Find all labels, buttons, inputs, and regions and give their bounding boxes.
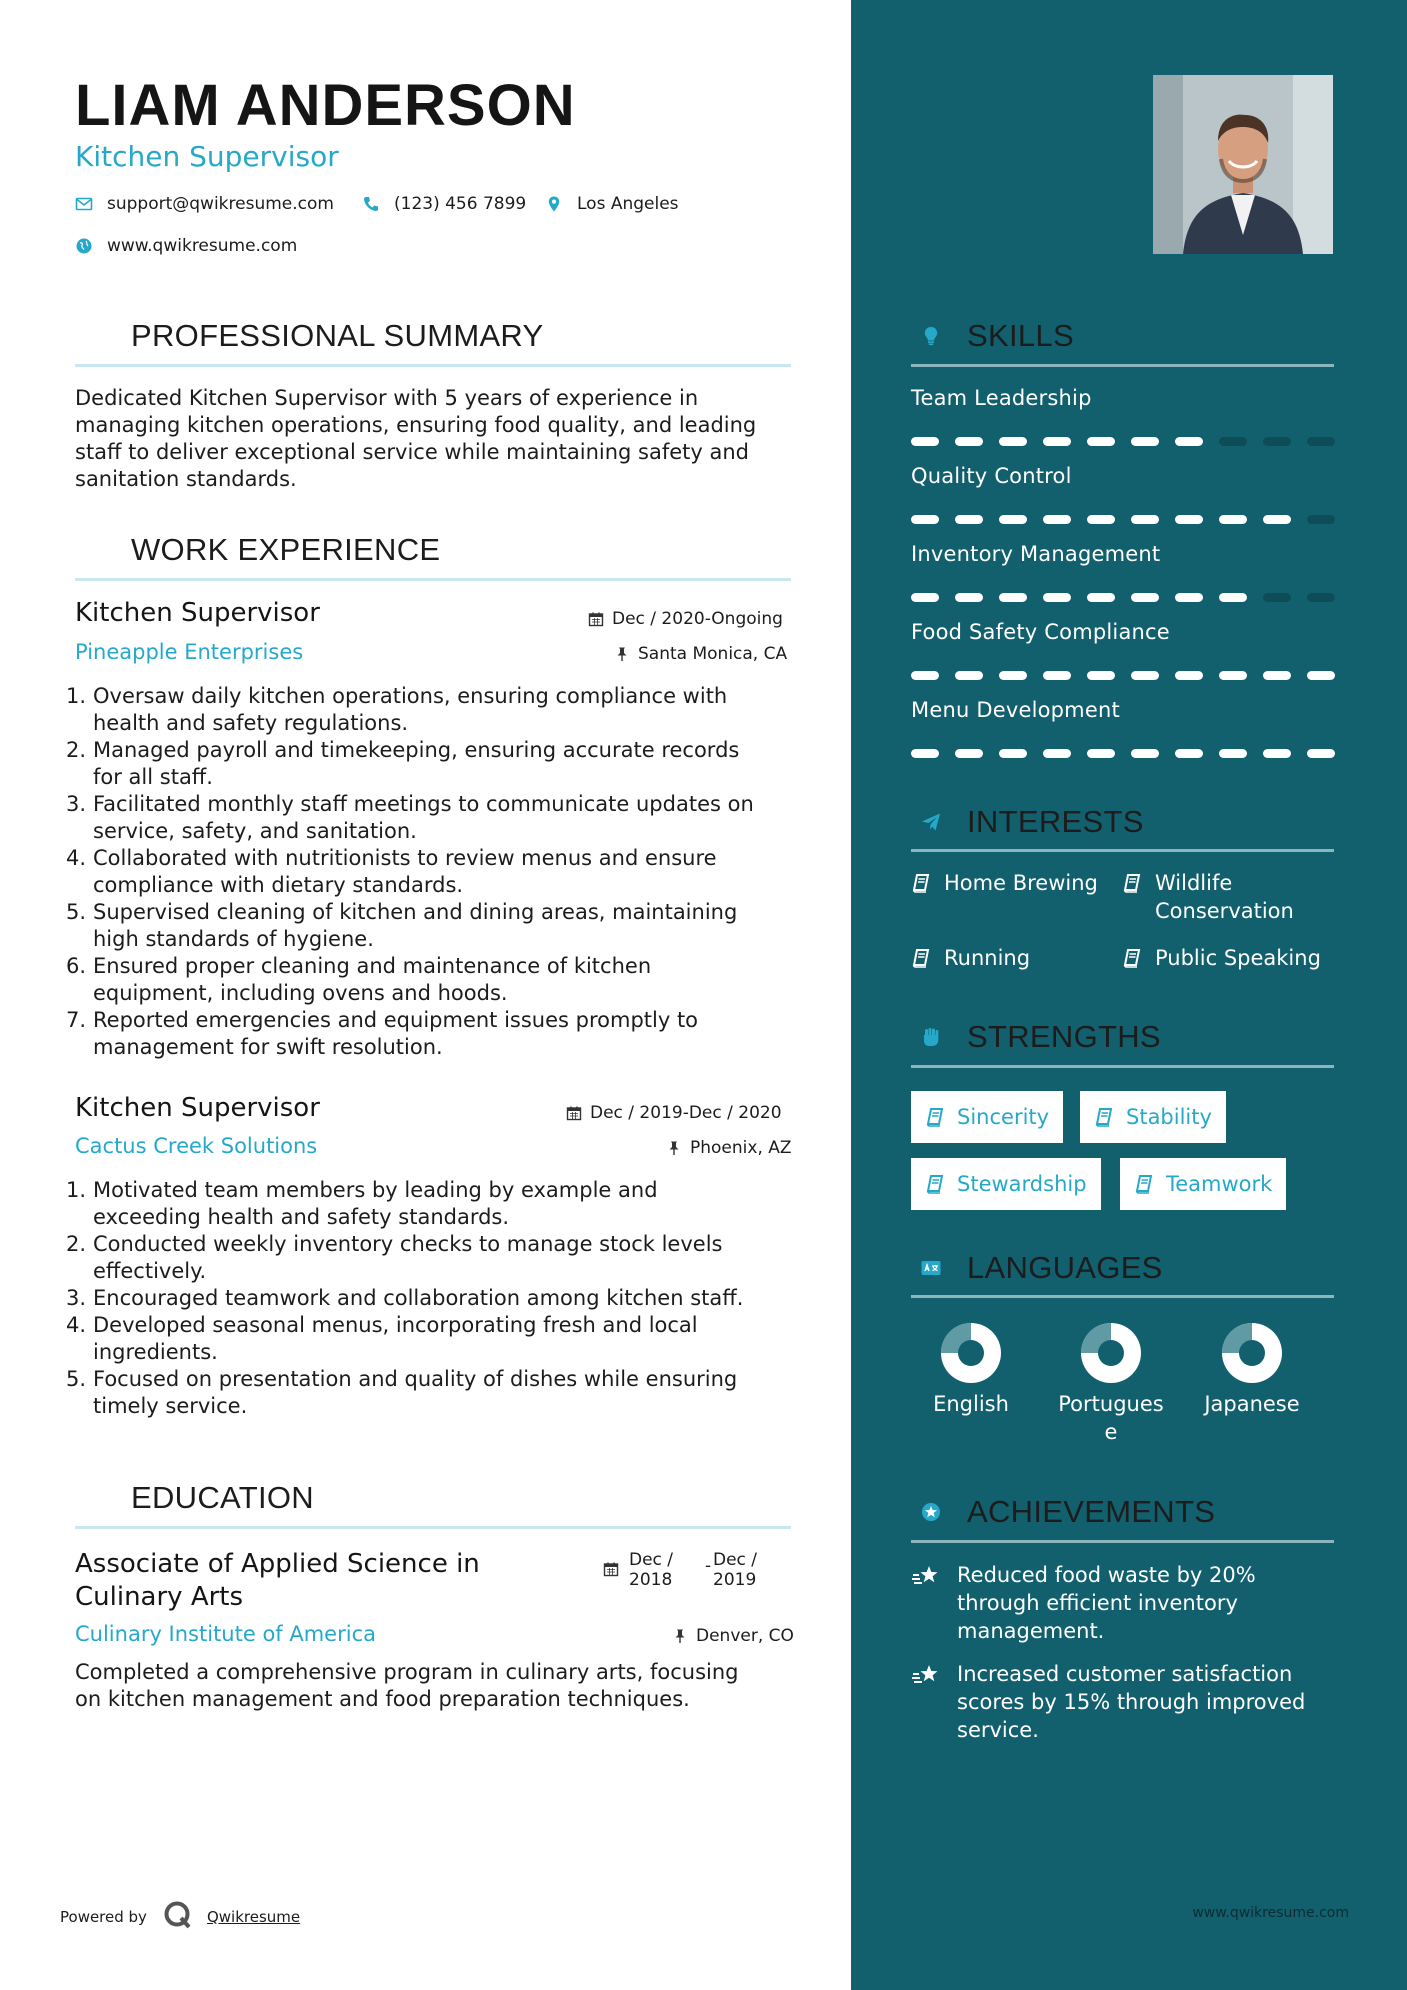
language-level-ring bbox=[1078, 1320, 1144, 1386]
skill-dash-filled bbox=[1087, 671, 1115, 680]
paper-plane-icon bbox=[911, 802, 951, 842]
skill-dash-filled bbox=[1263, 671, 1291, 680]
skill-dash-filled bbox=[911, 593, 939, 602]
skill-dash-filled bbox=[999, 437, 1027, 446]
list-item: 6. Ensured proper cleaning and maintenance of kitchen equipment, including ovens and hoods. bbox=[66, 954, 652, 1005]
education-description: Completed a comprehensive program in culinary arts, focusing on kitchen management and food preparation techniques. bbox=[75, 1660, 739, 1711]
section-title: WORK EXPERIENCE bbox=[131, 532, 441, 567]
footer-website[interactable]: www.qwikresume.com bbox=[1192, 1905, 1349, 1921]
language-item: English bbox=[911, 1320, 1031, 1418]
list-item: 5. Supervised cleaning of kitchen and dining areas, maintaining high standards of hygiene. bbox=[66, 900, 738, 951]
company-name: Pineapple Enterprises bbox=[75, 640, 304, 664]
book-icon bbox=[911, 873, 931, 893]
section-divider bbox=[75, 578, 791, 581]
skill-dash-filled bbox=[1043, 515, 1071, 524]
job-duties-list bbox=[66, 683, 796, 1061]
phone-text: (123) 456 7899 bbox=[394, 194, 527, 214]
language-level-ring bbox=[938, 1320, 1004, 1386]
school-name: Culinary Institute of America bbox=[75, 1622, 376, 1646]
skill-dash-filled bbox=[911, 749, 939, 758]
interest-item: Public Speaking bbox=[1122, 944, 1321, 972]
skill-dash-filled bbox=[1219, 593, 1247, 602]
book-icon bbox=[911, 948, 931, 968]
section-divider bbox=[911, 1295, 1334, 1298]
skill-dash-filled bbox=[1263, 749, 1291, 758]
envelope-icon bbox=[75, 195, 93, 213]
skill-name: Food Safety Compliance bbox=[911, 620, 1170, 644]
globe-icon bbox=[75, 237, 93, 255]
skill-dash-filled bbox=[955, 671, 983, 680]
skill-dash-filled bbox=[1307, 749, 1335, 758]
education-heading bbox=[75, 1478, 314, 1518]
skill-dash-filled bbox=[1175, 671, 1203, 680]
list-item: 5. Focused on presentation and quality of dishes while ensuring timely service. bbox=[66, 1367, 738, 1418]
job-duties-list bbox=[66, 1177, 796, 1420]
skill-name: Inventory Management bbox=[911, 542, 1161, 566]
languages-heading bbox=[911, 1248, 1163, 1288]
list-item: 3. Encouraged teamwork and collaboration among kitchen staff. bbox=[66, 1286, 744, 1310]
section-title: EDUCATION bbox=[131, 1480, 314, 1515]
skill-dash-empty bbox=[1307, 437, 1335, 446]
profile-photo bbox=[1153, 75, 1333, 254]
summary-text: Dedicated Kitchen Supervisor with 5 years of experience in managing kitchen operations, ensuring food quality, and leading staff to deliver exceptional service while maintaining safety and sanitation standards. bbox=[75, 386, 757, 491]
skill-dash-empty bbox=[1307, 515, 1335, 524]
contact-website bbox=[75, 236, 297, 256]
skill-dash-filled bbox=[1087, 749, 1115, 758]
calendar-icon bbox=[603, 1561, 619, 1577]
skill-dash-filled bbox=[1087, 515, 1115, 524]
skill-dash-filled bbox=[1175, 749, 1203, 758]
lightbulb-icon bbox=[911, 316, 951, 356]
skill-dash-filled bbox=[1307, 671, 1335, 680]
calendar-icon bbox=[588, 611, 604, 627]
skill-level-bar bbox=[911, 515, 1335, 524]
email-text[interactable]: support@qwikresume.com bbox=[107, 194, 334, 214]
book-icon bbox=[925, 1174, 945, 1194]
job-location: Santa Monica, CA bbox=[614, 644, 787, 664]
skill-dash-filled bbox=[999, 749, 1027, 758]
degree-title: Associate of Applied Science in Culinary Arts bbox=[75, 1549, 480, 1612]
user-icon bbox=[75, 316, 115, 356]
experience-heading bbox=[75, 530, 440, 570]
qwikresume-link[interactable]: Qwikresume bbox=[206, 1908, 301, 1926]
section-divider bbox=[911, 849, 1334, 852]
skill-dash-filled bbox=[1043, 671, 1071, 680]
section-title: ACHIEVEMENTS bbox=[967, 1494, 1216, 1529]
education-location: Denver, CO bbox=[672, 1626, 794, 1646]
language-ring-hole bbox=[1239, 1340, 1265, 1366]
list-item: 2. Conducted weekly inventory checks to manage stock levels effectively. bbox=[66, 1232, 723, 1283]
skill-dash-filled bbox=[955, 749, 983, 758]
interests-heading bbox=[911, 802, 1144, 842]
interest-item: Wildlife Conservation bbox=[1122, 869, 1294, 925]
job-dates: Dec / 2020-Ongoing bbox=[588, 609, 783, 629]
skill-dash-filled bbox=[1087, 593, 1115, 602]
section-divider bbox=[911, 1540, 1334, 1543]
skill-dash-filled bbox=[1131, 593, 1159, 602]
office-chair-icon bbox=[75, 530, 115, 570]
list-item: 2. Managed payroll and timekeeping, ensuring accurate records for all staff. bbox=[66, 738, 740, 789]
skill-dash-filled bbox=[911, 671, 939, 680]
skill-dash-filled bbox=[1131, 515, 1159, 524]
skill-dash-filled bbox=[955, 515, 983, 524]
skill-dash-filled bbox=[1175, 593, 1203, 602]
book-icon bbox=[925, 1107, 945, 1127]
book-icon bbox=[1122, 873, 1142, 893]
list-item: 3. Facilitated monthly staff meetings to communicate updates on service, safety, and sanitation. bbox=[66, 792, 754, 843]
skill-name: Menu Development bbox=[911, 698, 1120, 722]
strength-tag: Stewardship bbox=[911, 1158, 1101, 1210]
strength-tag: Teamwork bbox=[1120, 1158, 1286, 1210]
section-divider bbox=[911, 364, 1334, 367]
company-name: Cactus Creek Solutions bbox=[75, 1134, 318, 1158]
contact-location bbox=[545, 194, 679, 214]
list-item: 1. Motivated team members by leading by example and exceeding health and safety standards. bbox=[66, 1178, 658, 1229]
language-item: Japanese bbox=[1192, 1320, 1312, 1418]
skill-dash-filled bbox=[999, 593, 1027, 602]
section-title: INTERESTS bbox=[967, 804, 1144, 839]
shooting-star-icon bbox=[911, 1662, 941, 1690]
graduate-icon bbox=[75, 1478, 115, 1518]
skill-dash-empty bbox=[1263, 437, 1291, 446]
language-ring-hole bbox=[1098, 1340, 1124, 1366]
powered-by: Powered by Qwikresume bbox=[60, 1900, 300, 1934]
strength-tag: Stability bbox=[1080, 1091, 1226, 1143]
book-icon bbox=[1122, 948, 1142, 968]
strength-tag: Sincerity bbox=[911, 1091, 1063, 1143]
calendar-icon bbox=[566, 1105, 582, 1121]
achievement-item: Increased customer satisfaction scores by 15% through improved service. bbox=[911, 1660, 1305, 1744]
pushpin-icon bbox=[672, 1628, 688, 1644]
summary-heading bbox=[75, 316, 544, 356]
list-item: 4. Collaborated with nutritionists to review menus and ensure compliance with dietary standards. bbox=[66, 846, 717, 897]
skill-dash-filled bbox=[999, 671, 1027, 680]
skill-dash-filled bbox=[1043, 593, 1071, 602]
skill-level-bar bbox=[911, 437, 1335, 446]
language-item: Portugues e bbox=[1051, 1320, 1171, 1446]
skills-heading bbox=[911, 316, 1074, 356]
skill-dash-filled bbox=[999, 515, 1027, 524]
phone-icon bbox=[362, 195, 380, 213]
interest-item: Running bbox=[911, 944, 1030, 972]
skill-name: Team Leadership bbox=[911, 386, 1092, 410]
skill-dash-filled bbox=[1131, 749, 1159, 758]
skill-dash-filled bbox=[1263, 515, 1291, 524]
section-title: PROFESSIONAL SUMMARY bbox=[131, 318, 544, 353]
candidate-title: Kitchen Supervisor bbox=[75, 140, 339, 173]
list-item: 7. Reported emergencies and equipment issues promptly to management for swift resolution. bbox=[66, 1008, 699, 1059]
shooting-star-icon bbox=[911, 1563, 941, 1591]
job-title: Kitchen Supervisor bbox=[75, 598, 320, 628]
skill-dash-empty bbox=[1219, 437, 1247, 446]
section-title: SKILLS bbox=[967, 318, 1074, 353]
skill-dash-filled bbox=[1219, 671, 1247, 680]
candidate-name: LIAM ANDERSON bbox=[75, 73, 576, 138]
skill-dash-filled bbox=[1175, 515, 1203, 524]
contact-phone bbox=[362, 194, 526, 214]
star-badge-icon bbox=[911, 1492, 951, 1532]
qwikresume-logo-icon bbox=[163, 1900, 193, 1934]
skill-level-bar bbox=[911, 749, 1335, 758]
map-pin-icon bbox=[545, 195, 563, 213]
section-divider bbox=[911, 1065, 1334, 1068]
section-title: STRENGTHS bbox=[967, 1019, 1161, 1054]
job-title: Kitchen Supervisor bbox=[75, 1093, 320, 1123]
skill-dash-filled bbox=[1043, 437, 1071, 446]
achievement-item: Reduced food waste by 20% through efficient inventory management. bbox=[911, 1561, 1256, 1645]
contact-email bbox=[75, 194, 334, 214]
skill-dash-filled bbox=[955, 593, 983, 602]
interest-item: Home Brewing bbox=[911, 869, 1098, 897]
skill-dash-empty bbox=[1263, 593, 1291, 602]
section-title: LANGUAGES bbox=[967, 1250, 1163, 1285]
skill-name: Quality Control bbox=[911, 464, 1072, 488]
pushpin-icon bbox=[666, 1140, 682, 1156]
job-location: Phoenix, AZ bbox=[666, 1138, 792, 1158]
skill-level-bar bbox=[911, 593, 1335, 602]
skill-dash-filled bbox=[911, 437, 939, 446]
section-divider bbox=[75, 1526, 791, 1529]
language-card-icon bbox=[911, 1248, 951, 1288]
language-ring-hole bbox=[958, 1340, 984, 1366]
section-divider bbox=[75, 364, 791, 367]
list-item: 4. Developed seasonal menus, incorporating fresh and local ingredients. bbox=[66, 1313, 698, 1364]
skill-level-bar bbox=[911, 671, 1335, 680]
skill-dash-filled bbox=[1219, 515, 1247, 524]
list-item: 1. Oversaw daily kitchen operations, ensuring compliance with health and safety regulations. bbox=[66, 684, 728, 735]
achievements-heading bbox=[911, 1492, 1215, 1532]
website-text[interactable]: www.qwikresume.com bbox=[107, 236, 298, 256]
skill-dash-filled bbox=[1087, 437, 1115, 446]
skill-dash-filled bbox=[1219, 749, 1247, 758]
skill-dash-filled bbox=[1131, 437, 1159, 446]
strengths-heading bbox=[911, 1017, 1161, 1057]
education-dates: Dec / 2018 - Dec / 2019 bbox=[603, 1550, 757, 1590]
fist-icon bbox=[911, 1017, 951, 1057]
job-dates: Dec / 2019-Dec / 2020 bbox=[566, 1103, 782, 1123]
skill-dash-filled bbox=[955, 437, 983, 446]
skill-dash-filled bbox=[1175, 437, 1203, 446]
location-text: Los Angeles bbox=[577, 194, 679, 214]
skill-dash-filled bbox=[911, 515, 939, 524]
language-level-ring bbox=[1219, 1320, 1285, 1386]
book-icon bbox=[1094, 1107, 1114, 1127]
skill-dash-empty bbox=[1307, 593, 1335, 602]
skill-dash-filled bbox=[1131, 671, 1159, 680]
pushpin-icon bbox=[614, 646, 630, 662]
book-icon bbox=[1134, 1174, 1154, 1194]
skill-dash-filled bbox=[1043, 749, 1071, 758]
